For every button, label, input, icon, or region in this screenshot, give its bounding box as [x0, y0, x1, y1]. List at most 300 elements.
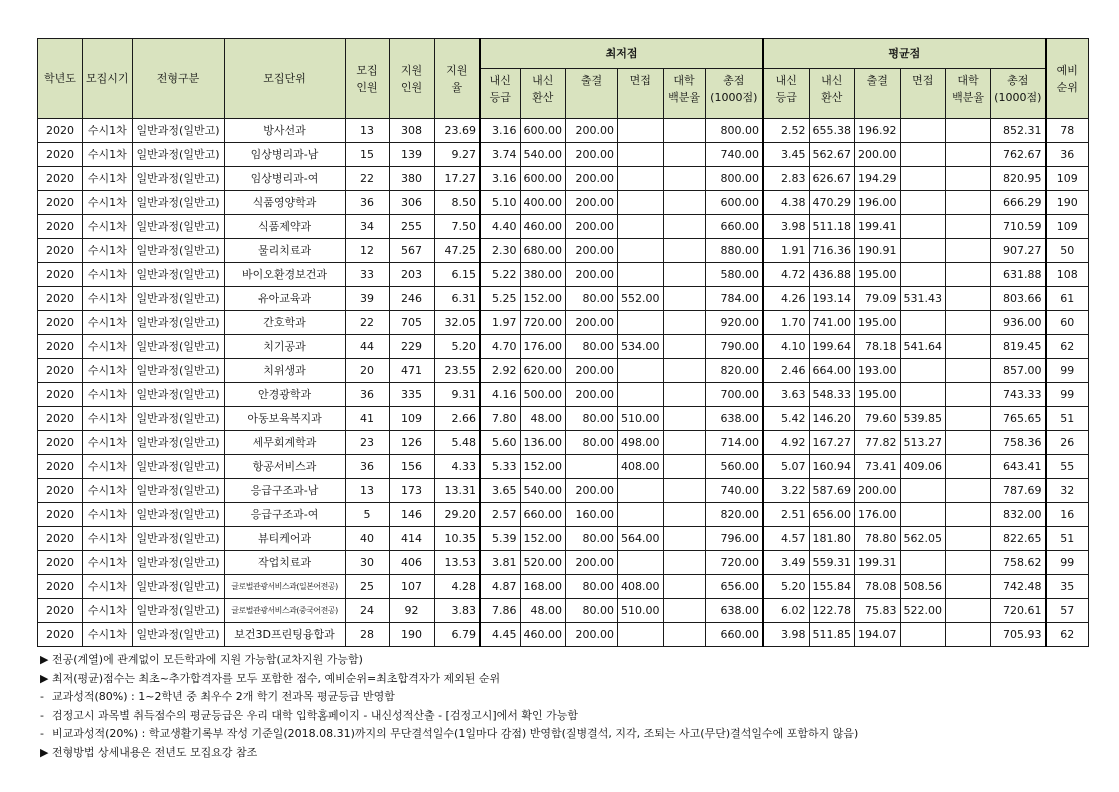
cell-avg-interview: 539.85 — [900, 407, 946, 431]
cell-quota: 24 — [345, 599, 389, 623]
cell-reserve-rank: 35 — [1046, 575, 1089, 599]
header-avg-attendance: 출결 — [855, 69, 901, 119]
cell-min-grade: 7.86 — [480, 599, 520, 623]
cell-ratio: 47.25 — [434, 239, 480, 263]
cell-min-grade: 5.33 — [480, 455, 520, 479]
cell-avg-total: 820.95 — [991, 167, 1046, 191]
cell-year: 2020 — [38, 119, 83, 143]
header-ratio: 지원 율 — [434, 39, 480, 119]
footnote — [40, 725, 858, 744]
cell-min-attendance: 80.00 — [566, 599, 618, 623]
cell-avg-univ-percentile — [946, 431, 991, 455]
cell-unit: 임상병리과-여 — [224, 167, 345, 191]
table-row — [38, 311, 1089, 335]
cell-min-attendance: 200.00 — [566, 143, 618, 167]
cell-min-converted: 680.00 — [520, 239, 566, 263]
cell-unit: 치위생과 — [224, 359, 345, 383]
cell-min-grade: 5.10 — [480, 191, 520, 215]
cell-min-grade: 4.70 — [480, 335, 520, 359]
cell-avg-univ-percentile — [946, 599, 991, 623]
cell-ratio: 13.31 — [434, 479, 480, 503]
cell-applicants: 306 — [389, 191, 434, 215]
cell-ratio: 4.28 — [434, 575, 480, 599]
cell-unit: 바이오환경보건과 — [224, 263, 345, 287]
cell-applicants: 139 — [389, 143, 434, 167]
cell-min-attendance: 200.00 — [566, 263, 618, 287]
cell-min-attendance: 160.00 — [566, 503, 618, 527]
cell-type: 일반과정(일반고) — [132, 599, 224, 623]
table-row — [38, 431, 1089, 455]
cell-reserve-rank: 109 — [1046, 215, 1089, 239]
cell-min-total: 800.00 — [705, 167, 763, 191]
cell-unit: 응급구조과-여 — [224, 503, 345, 527]
cell-year: 2020 — [38, 527, 83, 551]
cell-min-univ-percentile — [663, 575, 705, 599]
cell-ratio: 5.48 — [434, 431, 480, 455]
cell-avg-univ-percentile — [946, 119, 991, 143]
cell-year: 2020 — [38, 191, 83, 215]
cell-year: 2020 — [38, 575, 83, 599]
cell-applicants: 567 — [389, 239, 434, 263]
dash-bullet-icon: - — [40, 690, 44, 703]
cell-min-grade: 2.57 — [480, 503, 520, 527]
cell-period: 수시1차 — [83, 167, 133, 191]
cell-year: 2020 — [38, 215, 83, 239]
cell-reserve-rank: 51 — [1046, 407, 1089, 431]
header-quota: 모집 인원 — [345, 39, 389, 119]
cell-min-converted: 600.00 — [520, 119, 566, 143]
cell-avg-univ-percentile — [946, 455, 991, 479]
cell-quota: 39 — [345, 287, 389, 311]
cell-min-univ-percentile — [663, 119, 705, 143]
cell-unit: 식품제약과 — [224, 215, 345, 239]
cell-quota: 44 — [345, 335, 389, 359]
cell-type: 일반과정(일반고) — [132, 479, 224, 503]
footnote-text: 전형방법 상세내용은 전년도 모집요강 참조 — [52, 745, 258, 759]
cell-min-converted: 176.00 — [520, 335, 566, 359]
cell-min-interview: 408.00 — [618, 575, 664, 599]
cell-min-grade: 5.39 — [480, 527, 520, 551]
table-body — [38, 119, 1089, 647]
cell-avg-converted: 199.64 — [809, 335, 855, 359]
cell-min-total: 790.00 — [705, 335, 763, 359]
cell-avg-interview — [900, 311, 946, 335]
cell-applicants: 705 — [389, 311, 434, 335]
cell-avg-total: 762.67 — [991, 143, 1046, 167]
cell-avg-total: 631.88 — [991, 263, 1046, 287]
cell-type: 일반과정(일반고) — [132, 143, 224, 167]
cell-period: 수시1차 — [83, 383, 133, 407]
footnotes — [40, 651, 858, 762]
cell-min-converted: 152.00 — [520, 287, 566, 311]
cell-applicants: 380 — [389, 167, 434, 191]
cell-min-univ-percentile — [663, 503, 705, 527]
cell-avg-attendance: 77.82 — [855, 431, 901, 455]
cell-min-attendance: 200.00 — [566, 623, 618, 647]
cell-min-attendance: 80.00 — [566, 575, 618, 599]
cell-quota: 5 — [345, 503, 389, 527]
cell-min-interview: 552.00 — [618, 287, 664, 311]
cell-avg-univ-percentile — [946, 311, 991, 335]
cell-reserve-rank: 190 — [1046, 191, 1089, 215]
cell-type: 일반과정(일반고) — [132, 407, 224, 431]
cell-year: 2020 — [38, 143, 83, 167]
cell-avg-attendance: 194.07 — [855, 623, 901, 647]
cell-avg-grade: 3.22 — [763, 479, 809, 503]
cell-avg-interview: 522.00 — [900, 599, 946, 623]
cell-avg-total: 643.41 — [991, 455, 1046, 479]
cell-min-total: 660.00 — [705, 215, 763, 239]
cell-min-attendance: 200.00 — [566, 119, 618, 143]
cell-type: 일반과정(일반고) — [132, 359, 224, 383]
cell-min-total: 800.00 — [705, 119, 763, 143]
cell-min-attendance: 200.00 — [566, 191, 618, 215]
cell-avg-univ-percentile — [946, 191, 991, 215]
cell-year: 2020 — [38, 599, 83, 623]
cell-year: 2020 — [38, 479, 83, 503]
triangle-bullet-icon: ▶ — [40, 745, 49, 759]
cell-avg-total: 765.65 — [991, 407, 1046, 431]
cell-avg-total: 758.36 — [991, 431, 1046, 455]
table-row — [38, 263, 1089, 287]
cell-min-grade: 4.40 — [480, 215, 520, 239]
cell-avg-interview — [900, 215, 946, 239]
cell-avg-total: 852.31 — [991, 119, 1046, 143]
header-avg-interview: 면접 — [900, 69, 946, 119]
cell-avg-converted: 548.33 — [809, 383, 855, 407]
header-applicants: 지원 인원 — [389, 39, 434, 119]
cell-type: 일반과정(일반고) — [132, 527, 224, 551]
cell-min-grade: 1.97 — [480, 311, 520, 335]
cell-type: 일반과정(일반고) — [132, 119, 224, 143]
cell-period: 수시1차 — [83, 623, 133, 647]
cell-type: 일반과정(일반고) — [132, 455, 224, 479]
footnote-text: 최저(평균)점수는 최초~추가합격자를 모두 포함한 점수, 예비순위=최초합격자가 제외된 순위 — [52, 671, 501, 685]
cell-quota: 28 — [345, 623, 389, 647]
cell-min-univ-percentile — [663, 479, 705, 503]
cell-avg-total: 803.66 — [991, 287, 1046, 311]
cell-ratio: 23.55 — [434, 359, 480, 383]
cell-quota: 25 — [345, 575, 389, 599]
cell-avg-total: 936.00 — [991, 311, 1046, 335]
cell-min-univ-percentile — [663, 143, 705, 167]
header-reserve-rank: 예비 순위 — [1046, 39, 1089, 119]
cell-min-converted: 48.00 — [520, 407, 566, 431]
cell-min-interview: 564.00 — [618, 527, 664, 551]
cell-min-attendance: 200.00 — [566, 239, 618, 263]
cell-min-grade: 3.16 — [480, 167, 520, 191]
cell-quota: 36 — [345, 191, 389, 215]
cell-min-univ-percentile — [663, 407, 705, 431]
cell-avg-attendance: 195.00 — [855, 311, 901, 335]
table-row — [38, 119, 1089, 143]
cell-min-attendance — [566, 455, 618, 479]
cell-min-univ-percentile — [663, 311, 705, 335]
cell-min-total: 656.00 — [705, 575, 763, 599]
cell-min-grade: 2.30 — [480, 239, 520, 263]
cell-avg-interview: 562.05 — [900, 527, 946, 551]
cell-period: 수시1차 — [83, 527, 133, 551]
cell-avg-univ-percentile — [946, 503, 991, 527]
cell-ratio: 9.31 — [434, 383, 480, 407]
cell-min-grade: 2.92 — [480, 359, 520, 383]
cell-min-grade: 4.45 — [480, 623, 520, 647]
cell-avg-attendance: 196.92 — [855, 119, 901, 143]
cell-ratio: 4.33 — [434, 455, 480, 479]
cell-avg-grade: 3.63 — [763, 383, 809, 407]
cell-avg-total: 822.65 — [991, 527, 1046, 551]
cell-ratio: 29.20 — [434, 503, 480, 527]
cell-avg-grade: 4.10 — [763, 335, 809, 359]
cell-min-grade: 4.87 — [480, 575, 520, 599]
cell-min-converted: 540.00 — [520, 143, 566, 167]
cell-min-attendance: 200.00 — [566, 215, 618, 239]
cell-reserve-rank: 55 — [1046, 455, 1089, 479]
cell-type: 일반과정(일반고) — [132, 287, 224, 311]
cell-type: 일반과정(일반고) — [132, 167, 224, 191]
header-avg-converted: 내신 환산 — [809, 69, 855, 119]
cell-avg-grade: 5.07 — [763, 455, 809, 479]
header-min-attendance: 출결 — [566, 69, 618, 119]
footnote-text: 비교과성적(20%) : 학교생활기록부 작성 기준일(2018.08.31)까지의 무단결석일수(1일마다 감점) 반영함(질병결석, 지각, 조퇴는 사고(무단)결석일수에 포함하지 않음) — [52, 727, 859, 740]
cell-min-total: 638.00 — [705, 407, 763, 431]
cell-min-attendance: 200.00 — [566, 167, 618, 191]
header-min-grade: 내신 등급 — [480, 69, 520, 119]
cell-min-grade: 5.60 — [480, 431, 520, 455]
cell-avg-interview — [900, 239, 946, 263]
cell-avg-converted: 193.14 — [809, 287, 855, 311]
cell-quota: 40 — [345, 527, 389, 551]
cell-min-univ-percentile — [663, 359, 705, 383]
cell-unit: 방사선과 — [224, 119, 345, 143]
cell-min-total: 796.00 — [705, 527, 763, 551]
cell-ratio: 7.50 — [434, 215, 480, 239]
cell-ratio: 6.15 — [434, 263, 480, 287]
cell-period: 수시1차 — [83, 311, 133, 335]
cell-min-univ-percentile — [663, 455, 705, 479]
cell-reserve-rank: 50 — [1046, 239, 1089, 263]
cell-avg-univ-percentile — [946, 287, 991, 311]
cell-min-grade: 5.25 — [480, 287, 520, 311]
cell-ratio: 3.83 — [434, 599, 480, 623]
cell-min-interview — [618, 383, 664, 407]
cell-ratio: 23.69 — [434, 119, 480, 143]
cell-min-interview — [618, 119, 664, 143]
cell-min-converted: 460.00 — [520, 215, 566, 239]
cell-applicants: 107 — [389, 575, 434, 599]
cell-type: 일반과정(일반고) — [132, 191, 224, 215]
cell-avg-converted: 160.94 — [809, 455, 855, 479]
cell-avg-grade: 1.70 — [763, 311, 809, 335]
cell-period: 수시1차 — [83, 431, 133, 455]
cell-avg-univ-percentile — [946, 359, 991, 383]
cell-avg-attendance: 199.31 — [855, 551, 901, 575]
cell-applicants: 414 — [389, 527, 434, 551]
cell-type: 일반과정(일반고) — [132, 431, 224, 455]
header-type: 전형구분 — [132, 39, 224, 119]
cell-min-grade: 5.22 — [480, 263, 520, 287]
cell-applicants: 146 — [389, 503, 434, 527]
cell-year: 2020 — [38, 551, 83, 575]
cell-min-total: 920.00 — [705, 311, 763, 335]
cell-avg-interview: 508.56 — [900, 575, 946, 599]
cell-applicants: 471 — [389, 359, 434, 383]
cell-avg-grade: 4.26 — [763, 287, 809, 311]
cell-min-interview — [618, 143, 664, 167]
cell-min-converted: 720.00 — [520, 311, 566, 335]
footnote — [40, 651, 858, 670]
table-row — [38, 407, 1089, 431]
cell-quota: 41 — [345, 407, 389, 431]
cell-avg-converted: 146.20 — [809, 407, 855, 431]
cell-min-interview — [618, 311, 664, 335]
cell-reserve-rank: 32 — [1046, 479, 1089, 503]
cell-avg-univ-percentile — [946, 623, 991, 647]
admission-results-table — [37, 38, 1089, 647]
cell-min-interview — [618, 263, 664, 287]
cell-reserve-rank: 60 — [1046, 311, 1089, 335]
header-min-converted: 내신 환산 — [520, 69, 566, 119]
cell-avg-attendance: 194.29 — [855, 167, 901, 191]
cell-avg-interview — [900, 623, 946, 647]
cell-avg-attendance: 195.00 — [855, 383, 901, 407]
cell-min-converted: 500.00 — [520, 383, 566, 407]
cell-avg-univ-percentile — [946, 479, 991, 503]
cell-type: 일반과정(일반고) — [132, 383, 224, 407]
cell-min-attendance: 80.00 — [566, 287, 618, 311]
cell-quota: 20 — [345, 359, 389, 383]
cell-year: 2020 — [38, 167, 83, 191]
cell-type: 일반과정(일반고) — [132, 335, 224, 359]
cell-avg-grade: 3.98 — [763, 215, 809, 239]
cell-min-attendance: 200.00 — [566, 479, 618, 503]
cell-applicants: 109 — [389, 407, 434, 431]
cell-year: 2020 — [38, 455, 83, 479]
cell-min-univ-percentile — [663, 623, 705, 647]
cell-min-total: 880.00 — [705, 239, 763, 263]
cell-period: 수시1차 — [83, 407, 133, 431]
cell-applicants: 246 — [389, 287, 434, 311]
cell-avg-converted: 181.80 — [809, 527, 855, 551]
cell-applicants: 203 — [389, 263, 434, 287]
footnote-text: 교과성적(80%) : 1~2학년 중 최우수 2개 학기 전과목 평균등급 반영함 — [52, 690, 395, 703]
cell-avg-univ-percentile — [946, 239, 991, 263]
header-min-total: 총점 (1000점) — [705, 69, 763, 119]
cell-applicants: 335 — [389, 383, 434, 407]
cell-min-univ-percentile — [663, 263, 705, 287]
cell-ratio: 13.53 — [434, 551, 480, 575]
cell-avg-grade: 5.20 — [763, 575, 809, 599]
cell-period: 수시1차 — [83, 599, 133, 623]
header-avg-total: 총점 (1000점) — [991, 69, 1046, 119]
cell-avg-total: 720.61 — [991, 599, 1046, 623]
table-row — [38, 383, 1089, 407]
cell-quota: 12 — [345, 239, 389, 263]
cell-min-grade: 3.81 — [480, 551, 520, 575]
cell-quota: 15 — [345, 143, 389, 167]
cell-avg-interview — [900, 503, 946, 527]
cell-min-attendance: 200.00 — [566, 311, 618, 335]
table-row — [38, 191, 1089, 215]
cell-avg-univ-percentile — [946, 527, 991, 551]
cell-avg-attendance: 196.00 — [855, 191, 901, 215]
table-row — [38, 239, 1089, 263]
footnote-text: 검정고시 과목별 취득점수의 평균등급은 우리 대학 입학홈페이지 - 내신성적산출 - [검정고시]에서 확인 가능함 — [52, 708, 579, 722]
cell-type: 일반과정(일반고) — [132, 215, 224, 239]
cell-year: 2020 — [38, 623, 83, 647]
cell-min-grade: 3.16 — [480, 119, 520, 143]
cell-reserve-rank: 99 — [1046, 359, 1089, 383]
cell-min-interview: 498.00 — [618, 431, 664, 455]
cell-min-univ-percentile — [663, 551, 705, 575]
cell-avg-interview: 531.43 — [900, 287, 946, 311]
footnote-text: 전공(계열)에 관계없이 모든학과에 지원 가능함(교차지원 가능함) — [52, 653, 363, 666]
cell-period: 수시1차 — [83, 119, 133, 143]
cell-min-grade: 3.65 — [480, 479, 520, 503]
cell-ratio: 2.66 — [434, 407, 480, 431]
cell-min-interview — [618, 551, 664, 575]
cell-year: 2020 — [38, 503, 83, 527]
cell-min-univ-percentile — [663, 599, 705, 623]
cell-min-total: 784.00 — [705, 287, 763, 311]
cell-quota: 34 — [345, 215, 389, 239]
cell-unit: 안경광학과 — [224, 383, 345, 407]
cell-unit: 아동보육복지과 — [224, 407, 345, 431]
cell-avg-grade: 4.57 — [763, 527, 809, 551]
cell-min-total: 714.00 — [705, 431, 763, 455]
cell-ratio: 5.20 — [434, 335, 480, 359]
cell-avg-grade: 2.51 — [763, 503, 809, 527]
cell-avg-interview — [900, 479, 946, 503]
cell-avg-interview — [900, 551, 946, 575]
cell-min-univ-percentile — [663, 527, 705, 551]
cell-avg-univ-percentile — [946, 335, 991, 359]
table-row — [38, 623, 1089, 647]
cell-avg-interview: 513.27 — [900, 431, 946, 455]
header-min-score-group: 최저점 — [480, 39, 763, 69]
cell-avg-grade: 2.52 — [763, 119, 809, 143]
cell-reserve-rank: 16 — [1046, 503, 1089, 527]
cell-avg-attendance: 79.60 — [855, 407, 901, 431]
cell-avg-total: 819.45 — [991, 335, 1046, 359]
table-header — [38, 39, 1089, 119]
cell-avg-interview — [900, 383, 946, 407]
cell-min-interview: 534.00 — [618, 335, 664, 359]
cell-period: 수시1차 — [83, 503, 133, 527]
cell-min-univ-percentile — [663, 431, 705, 455]
header-avg-grade: 내신 등급 — [763, 69, 809, 119]
cell-type: 일반과정(일반고) — [132, 239, 224, 263]
cell-min-interview — [618, 623, 664, 647]
header-avg-score-group: 평균점 — [763, 39, 1046, 69]
cell-year: 2020 — [38, 383, 83, 407]
header-unit: 모집단위 — [224, 39, 345, 119]
cell-type: 일반과정(일반고) — [132, 623, 224, 647]
cell-min-converted: 380.00 — [520, 263, 566, 287]
cell-avg-attendance: 75.83 — [855, 599, 901, 623]
cell-min-total: 660.00 — [705, 623, 763, 647]
cell-avg-converted: 626.67 — [809, 167, 855, 191]
cell-min-interview — [618, 215, 664, 239]
cell-min-converted: 136.00 — [520, 431, 566, 455]
cell-avg-interview: 541.64 — [900, 335, 946, 359]
cell-min-interview: 408.00 — [618, 455, 664, 479]
table-row — [38, 527, 1089, 551]
cell-reserve-rank: 36 — [1046, 143, 1089, 167]
cell-avg-total: 758.62 — [991, 551, 1046, 575]
cell-period: 수시1차 — [83, 191, 133, 215]
cell-min-grade: 4.16 — [480, 383, 520, 407]
